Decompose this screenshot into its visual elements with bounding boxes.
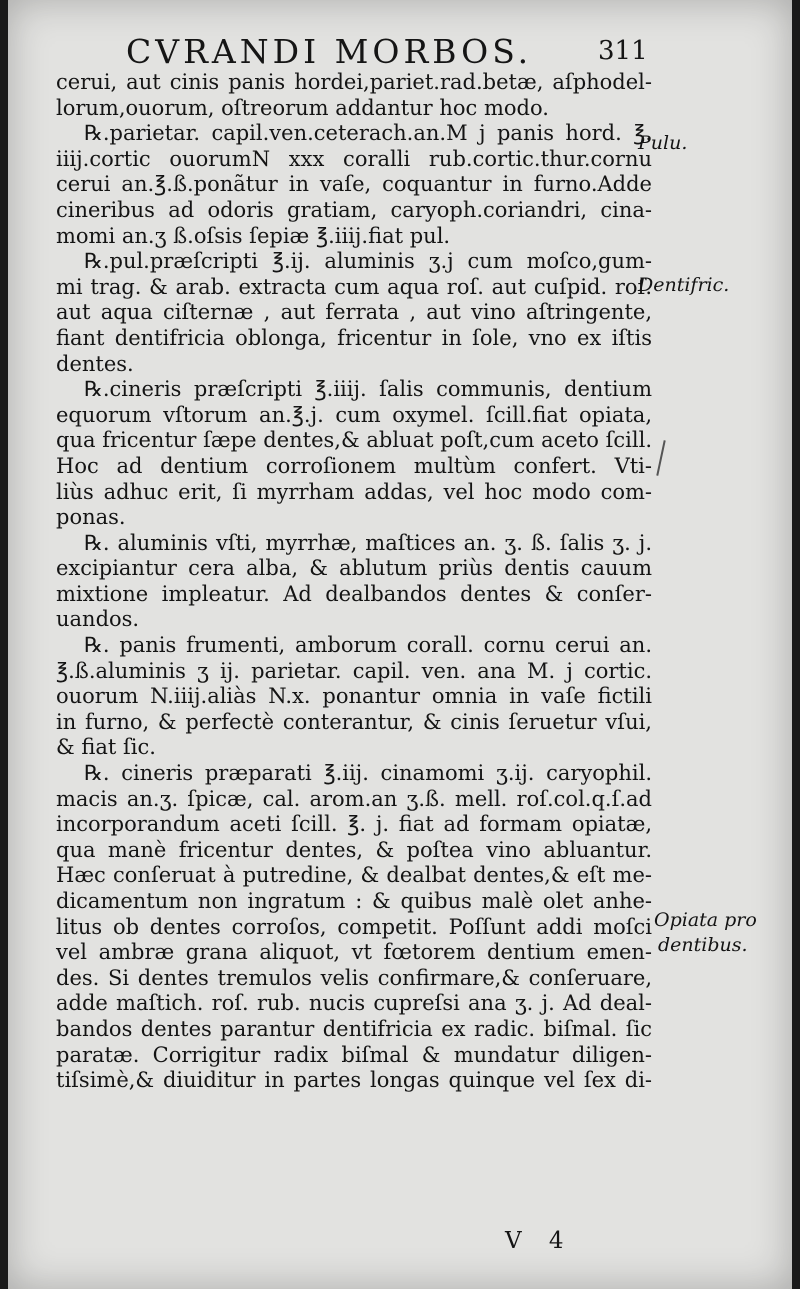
text-line: & fiat ſic. <box>56 735 156 760</box>
text-line: dentes. <box>56 351 134 376</box>
page-header <box>8 14 792 71</box>
text-line: vel ambræ grana aliquot, vt fœtorem dentium emen- <box>56 940 652 965</box>
text-line: equorum vſtorum an.℥.j. cum oxymel. ſcill.fiat opiata, <box>56 402 652 427</box>
margin-note-dentibus: dentibus. <box>658 934 748 956</box>
margin-note-dentifric: Dentifric. <box>638 274 730 296</box>
text-line: mi trag. & arab. extracta cum aqua roſ. aut cuſpid. roſ. <box>56 274 652 299</box>
text-line: macis an.ʒ. ſpicæ, cal. arom.an ʒ.ß. mell. roſ.col.q.ſ.ad <box>56 786 652 811</box>
text-line: uandos. <box>56 607 140 632</box>
text-line: in furno, & perfectè conterantur, & cinis ſeruetur vſui, <box>56 709 652 734</box>
text-line: ℞. panis frumenti, amborum corall. cornu cerui an. <box>84 633 652 658</box>
text-line: lorum,ouorum, oſtreorum addantur hoc modo. <box>56 95 549 120</box>
text-line: paratæ. Corrigitur radix biſmal & mundatur diligen- <box>56 1042 652 1067</box>
text-line: bandos dentes parantur dentifricia ex radic. biſmal. ſic <box>56 1016 652 1041</box>
text-line: cerui, aut cinis panis hordei,pariet.rad.betæ, aſphodel- <box>56 70 652 94</box>
text-line: Hæc conſeruat à putredine, & dealbat dentes,& eſt me- <box>56 863 652 888</box>
margin-note-opiata: Opiata pro <box>654 909 757 931</box>
text-line: des. Si dentes tremulos velis confirmare,& conſeruare, <box>56 965 652 990</box>
margin-mark <box>656 440 665 476</box>
text-line: ouorum N.iiij.aliàs N.x. ponantur omnia in vaſe fictili <box>56 684 652 709</box>
text-line: qua manè fricentur dentes, & poſtea vino abluantur. <box>56 837 652 862</box>
text-line: fiant dentifricia oblonga, fricentur in ſole, vno ex iſtis <box>56 325 652 350</box>
text-line: ℞. cineris præparati ℥.iij. cinamomi ʒ.ij. caryophil. <box>84 761 652 786</box>
text-line: ℞.pul.præſcripti ℥.ij. aluminis ʒ.j cum moſco,gum- <box>84 249 652 274</box>
text-line: Hoc ad dentium corroſionem multùm confert. Vti- <box>56 453 652 478</box>
text-line: ponas. <box>56 505 126 530</box>
book-page <box>8 0 792 1289</box>
text-line: incorporandum aceti ſcill. ℥. j. fiat ad formam opiatæ, <box>56 812 652 837</box>
text-line: ℥.ß.aluminis ʒ ij. parietar. capil. ven. ana M. j cortic. <box>56 658 652 683</box>
text-line: mixtione impleatur. Ad dealbandos dentes & conſer- <box>56 581 652 606</box>
text-line: litus ob dentes corroſos, competit. Poſſunt addi moſci <box>56 914 652 939</box>
text-line: tiſsimè,& diuiditur in partes longas quinque vel ſex di- <box>56 1068 652 1093</box>
text-line: dicamentum non ingratum : & quibus malè olet anhe- <box>56 889 652 913</box>
body-text <box>56 70 652 1094</box>
margin-note-pulu: Pulu. <box>638 132 688 154</box>
text-line: liùs adhuc erit, ſi myrrham addas, vel hoc modo com- <box>56 479 652 504</box>
text-line: ℞.cineris præſcripti ℥.iiij. ſalis communis, dentium <box>84 377 652 402</box>
text-line: iiij.cortic ouorumN xxx coralli rub.cortic.thur.cornu <box>56 146 652 171</box>
text-line: ℞. aluminis vſti, myrrhæ, maſtices an. ʒ. ß. ſalis ʒ. j. <box>84 530 652 555</box>
signature-mark: V 4 <box>505 1228 574 1254</box>
text-line: momi an.ʒ ß.oſsis ſepiæ ℥.iiij.fiat pul. <box>56 223 451 248</box>
text-line: excipiantur cera alba, & ablutum priùs dentis cauum <box>56 556 652 581</box>
text-line: ℞.parietar. capil.ven.ceterach.an.M j panis hord. ℥. <box>84 121 652 146</box>
text-line: adde maſtich. roſ. rub. nucis cupreſsi ana ʒ. j. Ad deal- <box>56 991 652 1016</box>
page-number: 311 <box>598 36 648 66</box>
text-line: cineribus ad odoris gratiam, caryoph.coriandri, cina- <box>56 197 652 222</box>
text-line: cerui an.℥.ß.ponãtur in vaſe, coquantur in furno.Adde <box>56 172 652 197</box>
text-line: aut aqua ciſternæ , aut ferrata , aut vino aſtringente, <box>56 300 652 325</box>
running-title: CVRANDI MORBOS. <box>126 32 533 71</box>
text-line: qua fricentur ſæpe dentes,& abluat poſt,cum aceto ſcill. <box>56 428 652 453</box>
